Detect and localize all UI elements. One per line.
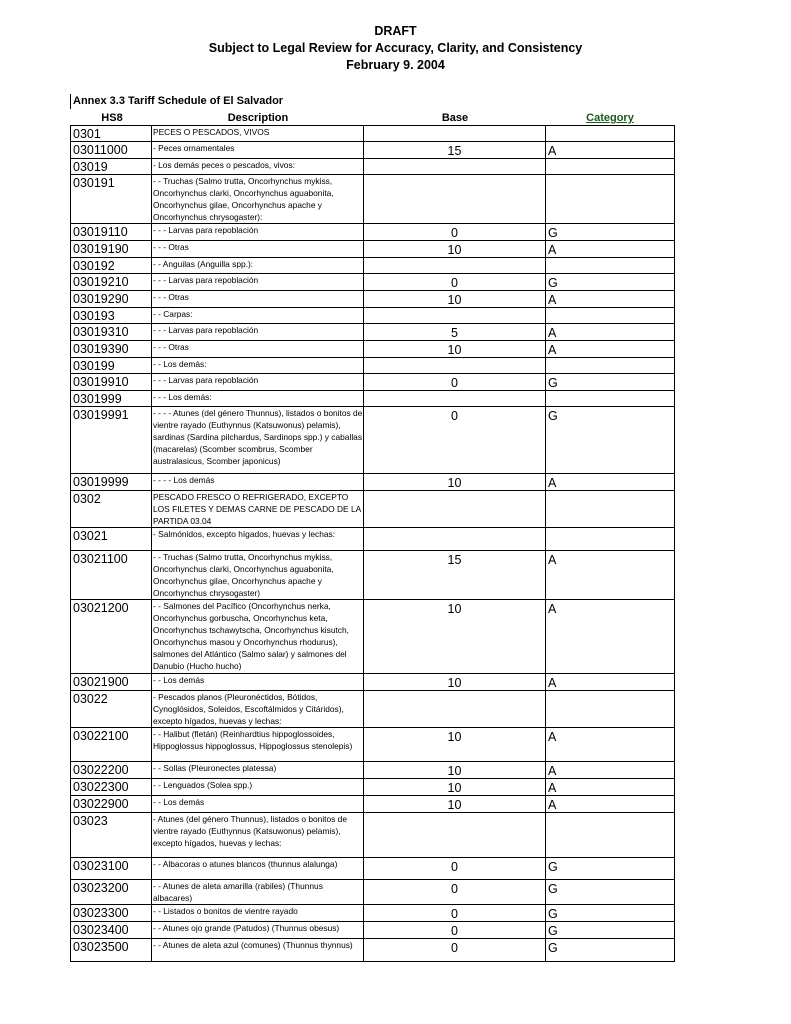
- category-cell: G: [546, 858, 675, 880]
- description-cell: - - Anguilas (Anguilla spp.):: [152, 258, 364, 274]
- category-cell: [546, 175, 675, 224]
- hs8-code-cell: 0301: [71, 126, 152, 142]
- base-rate-cell: 10: [364, 341, 546, 358]
- base-rate-cell: 10: [364, 241, 546, 258]
- description-cell: - Atunes (del género Thunnus), listados o bonitos de vientre rayado (Euthynnus (Katsuwonus) pelamis), excepto hígados, huevas y lechas:: [152, 813, 364, 858]
- table-row: [71, 939, 675, 962]
- description-cell: - - - Larvas para repoblación: [152, 324, 364, 341]
- hs8-code-cell: 0301999: [71, 391, 152, 407]
- category-cell: [546, 308, 675, 324]
- column-header-hs8: HS8: [101, 112, 123, 124]
- category-cell: G: [546, 939, 675, 962]
- table-row: [71, 374, 675, 391]
- column-header-base: Base: [441, 112, 469, 124]
- description-cell: - - Lenguados (Solea spp.): [152, 779, 364, 796]
- base-rate-cell: 10: [364, 779, 546, 796]
- category-cell: A: [546, 551, 675, 600]
- base-rate-cell: 0: [364, 224, 546, 241]
- category-cell: G: [546, 407, 675, 474]
- hs8-code-cell: 03022200: [71, 762, 152, 779]
- base-rate-cell: 0: [364, 905, 546, 922]
- document-date: February 9. 2004: [346, 58, 445, 72]
- base-rate-cell: [364, 813, 546, 858]
- category-cell: [546, 258, 675, 274]
- description-cell: - - Carpas:: [152, 308, 364, 324]
- hs8-code-cell: 030191: [71, 175, 152, 224]
- table-row: [71, 291, 675, 308]
- base-rate-cell: 5: [364, 324, 546, 341]
- table-row: [71, 880, 675, 905]
- table-row: [71, 258, 675, 274]
- hs8-code-cell: 03023400: [71, 922, 152, 939]
- category-cell: A: [546, 796, 675, 813]
- base-rate-cell: [364, 691, 546, 728]
- base-rate-cell: [364, 126, 546, 142]
- base-rate-cell: 0: [364, 858, 546, 880]
- hs8-code-cell: 03019: [71, 159, 152, 175]
- category-cell: [546, 358, 675, 374]
- base-rate-cell: 15: [364, 142, 546, 159]
- base-rate-cell: [364, 308, 546, 324]
- description-cell: - - - - Atunes (del género Thunnus), listados o bonitos de vientre rayado (Euthynnus (Katsuwonus) pelamis), sardinas (Sardina pilchardus, Sardinops spp.) y caballas (macarelas) (Scomber scombrus, Scomber australasicus, Scomber japonicus): [152, 407, 364, 474]
- column-header-category: Category: [586, 112, 634, 124]
- table-row: [71, 762, 675, 779]
- description-cell: - Pescados planos (Pleuronéctidos, Bótidos, Cynoglósidos, Soleidos, Escoftálmidos y Citáridos), excepto hígados, huevas y lechas:: [152, 691, 364, 728]
- table-row: [71, 813, 675, 858]
- category-cell: [546, 391, 675, 407]
- category-cell: G: [546, 880, 675, 905]
- hs8-code-cell: 03023200: [71, 880, 152, 905]
- hs8-code-cell: 0302: [71, 491, 152, 528]
- annex-title: Annex 3.3 Tariff Schedule of El Salvador: [70, 94, 283, 109]
- table-row: [71, 779, 675, 796]
- category-cell: [546, 813, 675, 858]
- hs8-code-cell: 03011000: [71, 142, 152, 159]
- description-cell: - - Atunes de aleta amarilla (rabiles) (Thunnus albacares): [152, 880, 364, 905]
- description-cell: - - Atunes ojo grande (Patudos) (Thunnus obesus): [152, 922, 364, 939]
- tariff-rows: [71, 126, 675, 962]
- category-cell: A: [546, 600, 675, 674]
- category-cell: A: [546, 341, 675, 358]
- hs8-code-cell: 03023300: [71, 905, 152, 922]
- hs8-code-cell: 03019290: [71, 291, 152, 308]
- description-cell: - - - Otras: [152, 341, 364, 358]
- category-cell: [546, 691, 675, 728]
- description-cell: - - Listados o bonitos de vientre rayado: [152, 905, 364, 922]
- category-cell: A: [546, 324, 675, 341]
- hs8-code-cell: 03022300: [71, 779, 152, 796]
- table-row: [71, 175, 675, 224]
- table-row: [71, 858, 675, 880]
- description-cell: - - Truchas (Salmo trutta, Oncorhynchus mykiss, Oncorhynchus clarki, Oncorhynchus aguabonita, Oncorhynchus gilae, Oncorhynchus apache y Oncorhynchus chrysogaster): [152, 551, 364, 600]
- table-row: [71, 551, 675, 600]
- base-rate-cell: [364, 391, 546, 407]
- base-rate-cell: 10: [364, 674, 546, 691]
- base-rate-cell: [364, 175, 546, 224]
- hs8-code-cell: 030199: [71, 358, 152, 374]
- description-cell: - - - Larvas para repoblación: [152, 374, 364, 391]
- description-cell: - Los demás peces o pescados, vivos:: [152, 159, 364, 175]
- base-rate-cell: 10: [364, 600, 546, 674]
- base-rate-cell: 10: [364, 474, 546, 491]
- base-rate-cell: [364, 528, 546, 551]
- table-row: [71, 159, 675, 175]
- description-cell: - - - Larvas para repoblación: [152, 274, 364, 291]
- base-rate-cell: [364, 258, 546, 274]
- description-cell: - - - Otras: [152, 241, 364, 258]
- table-row: [71, 407, 675, 474]
- category-cell: [546, 491, 675, 528]
- base-rate-cell: [364, 491, 546, 528]
- description-cell: - - Salmones del Pacífico (Oncorhynchus nerka, Oncorhynchus gorbuscha, Oncorhynchus keta, Oncorhynchus tschawytscha, Oncorhynchus kisutch, Oncorhynchus masou y Oncorhynchus rhodurus), salmones del Atlántico (Salmo salar) y salmones del Danubio (Hucho hucho): [152, 600, 364, 674]
- base-rate-cell: 10: [364, 762, 546, 779]
- description-cell: - - Halibut (fletán) (Reinhardtius hippoglossoides, Hippoglossus hippoglossus, Hippoglossus stenolepis): [152, 728, 364, 762]
- table-row: [71, 142, 675, 159]
- hs8-code-cell: 03019991: [71, 407, 152, 474]
- category-cell: G: [546, 274, 675, 291]
- hs8-code-cell: 03019390: [71, 341, 152, 358]
- description-cell: - - Los demás: [152, 796, 364, 813]
- hs8-code-cell: 03022900: [71, 796, 152, 813]
- hs8-code-cell: 03022100: [71, 728, 152, 762]
- table-row: [71, 905, 675, 922]
- category-cell: [546, 126, 675, 142]
- category-cell: A: [546, 728, 675, 762]
- hs8-code-cell: 03023500: [71, 939, 152, 962]
- table-row: [71, 341, 675, 358]
- hs8-code-cell: 03019999: [71, 474, 152, 491]
- description-cell: - Salmónidos, excepto hígados, huevas y lechas:: [152, 528, 364, 551]
- hs8-code-cell: 03022: [71, 691, 152, 728]
- category-cell: A: [546, 674, 675, 691]
- base-rate-cell: 0: [364, 374, 546, 391]
- base-rate-cell: 10: [364, 291, 546, 308]
- category-cell: G: [546, 224, 675, 241]
- base-rate-cell: 0: [364, 274, 546, 291]
- table-row: [71, 324, 675, 341]
- hs8-code-cell: 03019110: [71, 224, 152, 241]
- description-cell: - - Sollas (Pleuronectes platessa): [152, 762, 364, 779]
- table-row: [71, 358, 675, 374]
- category-cell: A: [546, 779, 675, 796]
- table-row: [71, 391, 675, 407]
- table-row: [71, 126, 675, 142]
- table-row: [71, 474, 675, 491]
- hs8-code-cell: 03021200: [71, 600, 152, 674]
- description-cell: - - - Los demás:: [152, 391, 364, 407]
- hs8-code-cell: 03019910: [71, 374, 152, 391]
- description-cell: - - Atunes de aleta azul (comunes) (Thunnus thynnus): [152, 939, 364, 962]
- hs8-code-cell: 03021100: [71, 551, 152, 600]
- category-cell: G: [546, 905, 675, 922]
- table-row: [71, 691, 675, 728]
- base-rate-cell: [364, 358, 546, 374]
- description-cell: PECES O PESCADOS, VIVOS: [152, 126, 364, 142]
- draft-title: DRAFT: [374, 24, 417, 38]
- category-cell: A: [546, 474, 675, 491]
- hs8-code-cell: 030192: [71, 258, 152, 274]
- description-cell: - - Los demás: [152, 674, 364, 691]
- category-cell: A: [546, 241, 675, 258]
- description-cell: - - - Otras: [152, 291, 364, 308]
- category-cell: G: [546, 374, 675, 391]
- table-row: [71, 600, 675, 674]
- hs8-code-cell: 030193: [71, 308, 152, 324]
- hs8-code-cell: 03023: [71, 813, 152, 858]
- hs8-code-cell: 03023100: [71, 858, 152, 880]
- table-row: [71, 241, 675, 258]
- base-rate-cell: [364, 159, 546, 175]
- table-row: [71, 528, 675, 551]
- base-rate-cell: 10: [364, 796, 546, 813]
- legal-review-subtitle: Subject to Legal Review for Accuracy, Clarity, and Consistency: [208, 41, 583, 55]
- description-cell: - Peces ornamentales: [152, 142, 364, 159]
- description-cell: - - - - Los demás: [152, 474, 364, 491]
- table-row: [71, 922, 675, 939]
- base-rate-cell: 0: [364, 939, 546, 962]
- hs8-code-cell: 03021: [71, 528, 152, 551]
- description-cell: - - - Larvas para repoblación: [152, 224, 364, 241]
- table-row: [71, 796, 675, 813]
- description-cell: - - Truchas (Salmo trutta, Oncorhynchus mykiss, Oncorhynchus clarki, Oncorhynchus aguabonita, Oncorhynchus gilae, Oncorhynchus apache y Oncorhynchus chrysogaster):: [152, 175, 364, 224]
- category-cell: A: [546, 291, 675, 308]
- hs8-code-cell: 03019310: [71, 324, 152, 341]
- description-cell: - - Albacoras o atunes blancos (thunnus alalunga): [152, 858, 364, 880]
- category-cell: [546, 528, 675, 551]
- category-cell: G: [546, 922, 675, 939]
- base-rate-cell: 0: [364, 922, 546, 939]
- base-rate-cell: 10: [364, 728, 546, 762]
- table-row: [71, 308, 675, 324]
- table-row: [71, 674, 675, 691]
- column-header-description: Description: [227, 112, 289, 124]
- description-cell: - - Los demás:: [152, 358, 364, 374]
- base-rate-cell: 0: [364, 407, 546, 474]
- table-row: [71, 274, 675, 291]
- table-row: [71, 224, 675, 241]
- table-row: [71, 728, 675, 762]
- hs8-code-cell: 03019190: [71, 241, 152, 258]
- hs8-code-cell: 03021900: [71, 674, 152, 691]
- hs8-code-cell: 03019210: [71, 274, 152, 291]
- tariff-schedule-table: [70, 125, 675, 962]
- base-rate-cell: 15: [364, 551, 546, 600]
- category-cell: [546, 159, 675, 175]
- description-cell: PESCADO FRESCO O REFRIGERADO, EXCEPTO LOS FILETES Y DEMAS CARNE DE PESCADO DE LA PARTIDA 03.04: [152, 491, 364, 528]
- category-cell: A: [546, 142, 675, 159]
- category-cell: A: [546, 762, 675, 779]
- base-rate-cell: 0: [364, 880, 546, 905]
- table-row: [71, 491, 675, 528]
